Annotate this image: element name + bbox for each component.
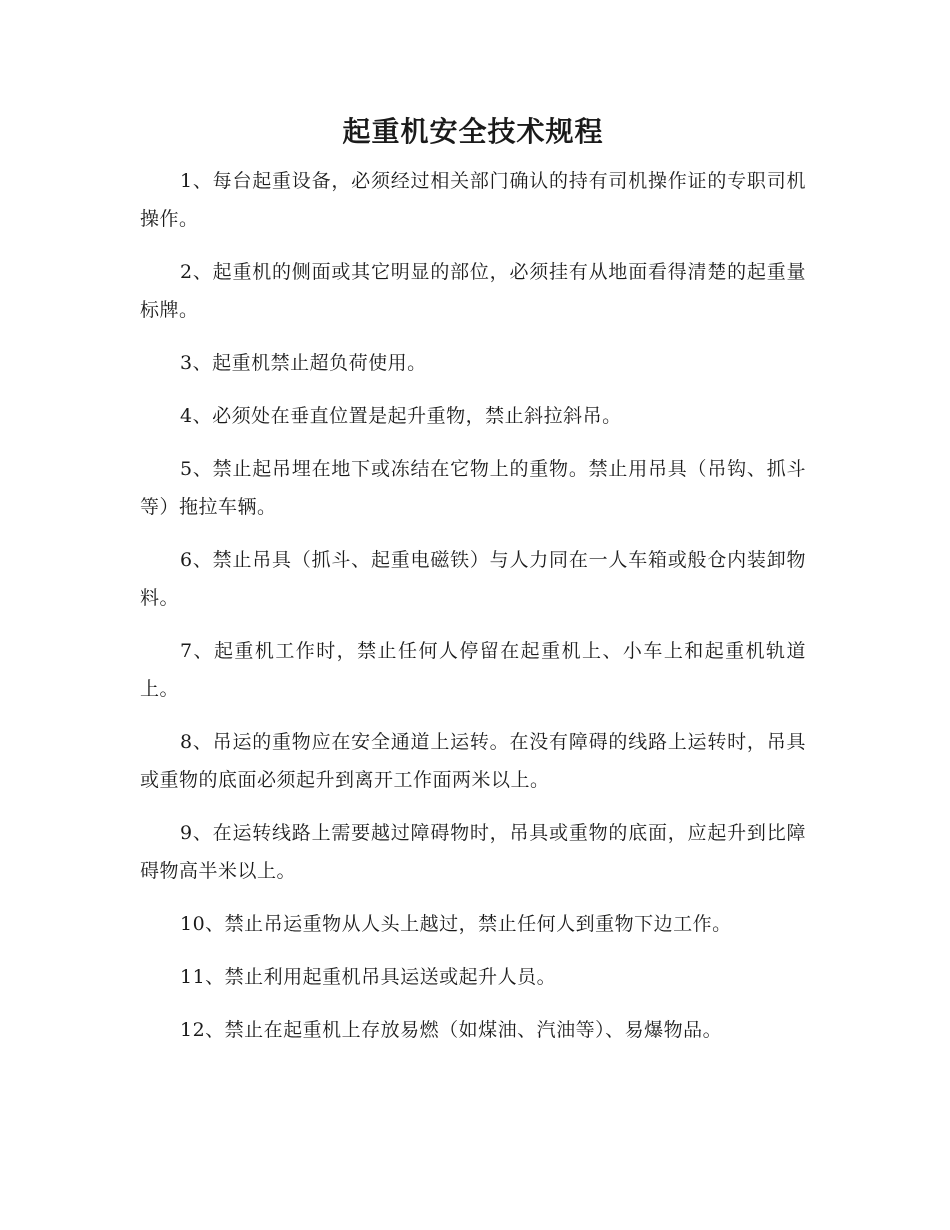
rule-item-7: 7、起重机工作时，禁止任何人停留在起重机上、小车上和起重机轨道上。 bbox=[140, 640, 806, 700]
rule-item-11: 11、禁止利用起重机吊具运送或起升人员。 bbox=[180, 966, 557, 988]
document-title: 起重机安全技术规程 bbox=[342, 115, 604, 148]
rule-item-10: 10、禁止吊运重物从人头上越过，禁止任何人到重物下边工作。 bbox=[180, 913, 732, 935]
rule-item-3: 3、起重机禁止超负荷使用。 bbox=[180, 352, 427, 374]
rule-item-5: 5、禁止起吊埋在地下或冻结在它物上的重物。禁止用吊具（吊钩、抓斗等）拖拉车辆。 bbox=[140, 458, 806, 518]
rule-item-4: 4、必须处在垂直位置是起升重物，禁止斜拉斜吊。 bbox=[180, 405, 622, 427]
document-page bbox=[140, 108, 806, 1064]
rule-item-2: 2、起重机的侧面或其它明显的部位，必须挂有从地面看得清楚的起重量标牌。 bbox=[140, 261, 806, 321]
rule-item-1: 1、每台起重设备，必须经过相关部门确认的持有司机操作证的专职司机操作。 bbox=[140, 170, 806, 230]
rule-item-8: 8、吊运的重物应在安全通道上运转。在没有障碍的线路上运转时，吊具或重物的底面必须起升到离开工作面两米以上。 bbox=[140, 731, 806, 791]
rule-item-9: 9、在运转线路上需要越过障碍物时，吊具或重物的底面，应起升到比障碍物高半米以上。 bbox=[140, 822, 806, 882]
rule-item-6: 6、禁止吊具（抓斗、起重电磁铁）与人力同在一人车箱或般仓内装卸物料。 bbox=[140, 549, 806, 609]
rule-item-12: 12、禁止在起重机上存放易燃（如煤油、汽油等）、易爆物品。 bbox=[180, 1019, 723, 1041]
